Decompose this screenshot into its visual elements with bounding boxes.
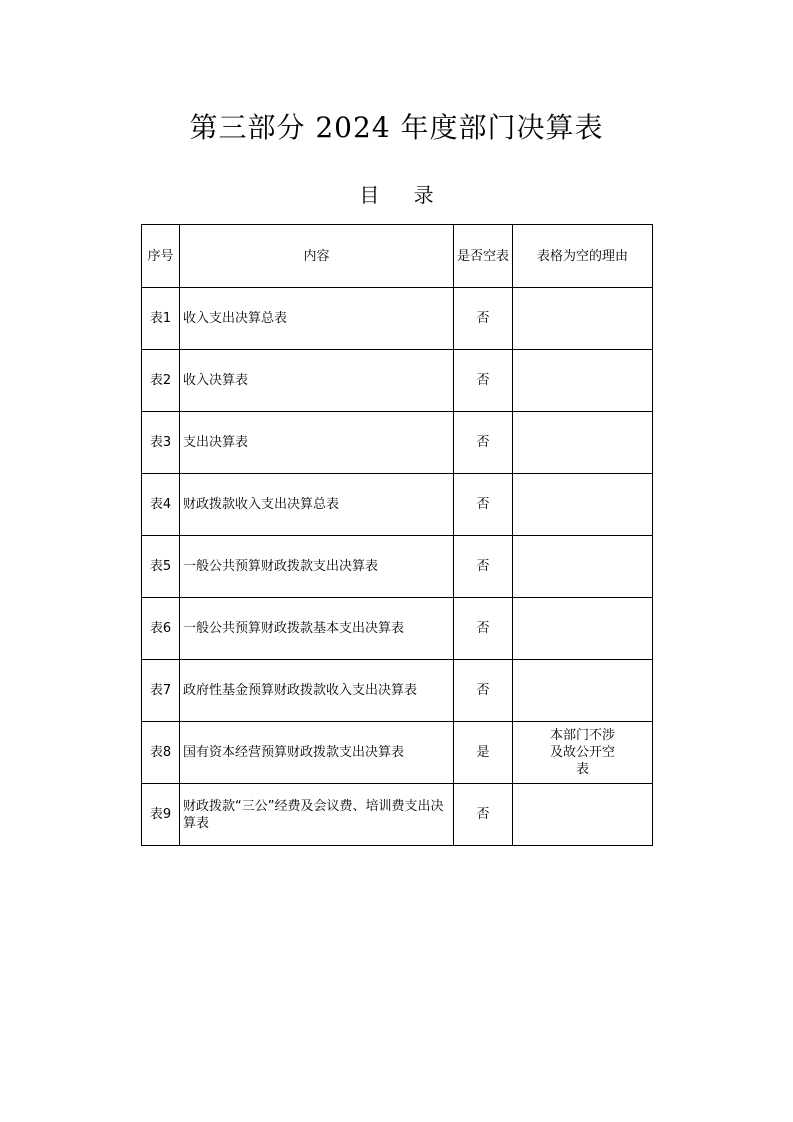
row-reason [513,412,653,474]
contents-table [141,224,653,846]
row-is-empty: 否 [454,288,513,350]
row-is-empty: 否 [454,350,513,412]
row-reason [513,350,653,412]
table-row [142,350,653,412]
table-row [142,412,653,474]
row-content: 财政拨款“三公”经费及会议费、培训费支出决算表 [180,784,454,846]
row-no: 表8 [142,722,180,784]
row-reason [513,536,653,598]
row-no: 表3 [142,412,180,474]
table-row [142,660,653,722]
row-is-empty: 否 [454,536,513,598]
row-content: 政府性基金预算财政拨款收入支出决算表 [180,660,454,722]
row-content: 支出决算表 [180,412,454,474]
table-header-row [142,225,653,288]
table-row [142,722,653,784]
table-row [142,288,653,350]
row-content: 收入支出决算总表 [180,288,454,350]
row-no: 表5 [142,536,180,598]
table-row [142,784,653,846]
table-row [142,474,653,536]
row-is-empty: 否 [454,412,513,474]
row-no: 表7 [142,660,180,722]
row-reason [513,660,653,722]
row-content: 国有资本经营预算财政拨款支出决算表 [180,722,454,784]
row-is-empty: 否 [454,660,513,722]
row-content: 一般公共预算财政拨款基本支出决算表 [180,598,454,660]
row-no: 表1 [142,288,180,350]
table-of-contents-heading: 目 录 [359,183,448,207]
row-no: 表6 [142,598,180,660]
row-content: 一般公共预算财政拨款支出决算表 [180,536,454,598]
row-is-empty: 是 [454,722,513,784]
table-row [142,598,653,660]
page-title: 第三部分 2024 年度部门决算表 [189,111,604,144]
row-content: 财政拨款收入支出决算总表 [180,474,454,536]
header-no: 序号 [142,225,180,288]
header-content: 内容 [180,225,454,288]
table-row [142,536,653,598]
header-is-empty: 是否空表 [454,225,513,288]
row-no: 表4 [142,474,180,536]
header-reason: 表格为空的理由 [513,225,653,288]
row-reason [513,784,653,846]
row-is-empty: 否 [454,474,513,536]
row-reason: 本部门不涉及故公开空表 [513,722,653,784]
row-content: 收入决算表 [180,350,454,412]
row-no: 表2 [142,350,180,412]
row-reason [513,598,653,660]
row-reason [513,474,653,536]
row-no: 表9 [142,784,180,846]
row-is-empty: 否 [454,598,513,660]
row-reason [513,288,653,350]
row-is-empty: 否 [454,784,513,846]
